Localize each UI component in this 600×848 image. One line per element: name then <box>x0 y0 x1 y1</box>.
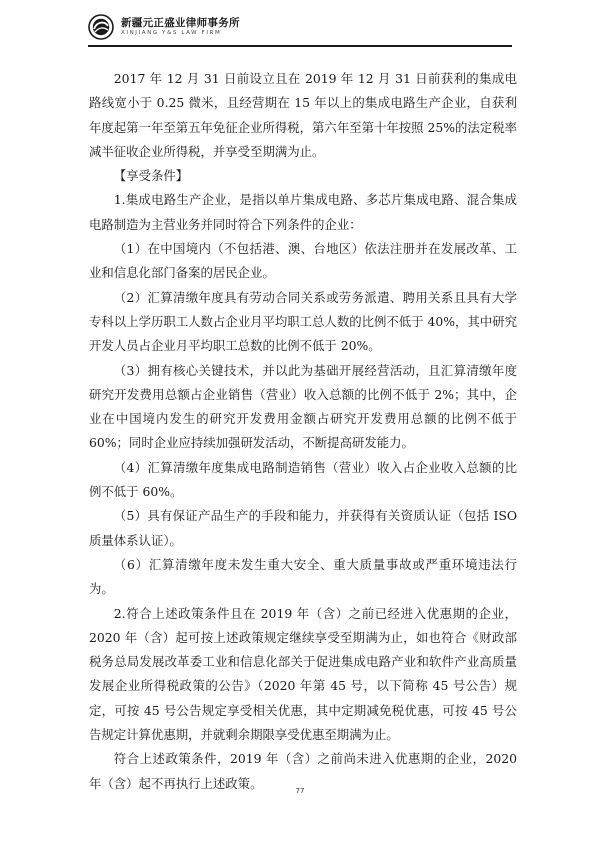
document-body <box>89 67 517 796</box>
paragraph-condition-2: 2.符合上述政策条件且在 2019 年（含）之前已经进入优惠期的企业，2020 年（含）起可按上述政策规定继续享受至期满为止，如也符合《财政部税务总局发展改革委工业和信息化部关于促进集成电路产业和软件产业高质量发展企业所得税政策的公告》（2020 年第 45 号，以下简称 45 号公告）规定，可按 45 号公告规定享受相关优惠，其中定期减免税优惠，可按 45 号公告规定计算优惠期，并就剩余期限享受优惠至期满为止。 <box>89 605 517 743</box>
header-divider <box>88 45 512 47</box>
firm-logo-icon <box>88 14 114 40</box>
paragraph-intro: 2017 年 12 月 31 日前设立且在 2019 年 12 月 31 日前获利的集成电路线宽小于 0.25 微米，且经营期在 15 年以上的集成电路生产企业，自获利年度起第一年至第五年免征企业所得税，第六年至第十年按照 25%的法定税率减半征收企业所得税，并享受至期满为止。 <box>89 71 517 159</box>
firm-name-en: XINJIANG Y&S LAW FIRM <box>121 29 222 36</box>
paragraph-item-3: （3）拥有核心关键技术，并以此为基础开展经营活动，且汇算清缴年度研究开发费用总额占企业销售（营业）收入总额的比例不低于 2%；其中，企业在中国境内发生的研究开发费用金额占研究开发费用总额的比例不低于 60%；同时企业应持续加强研发活动，不断提高研发能力。 <box>89 362 517 451</box>
section-heading-conditions: 【享受条件】 <box>113 168 189 184</box>
paragraph-closing: 符合上述政策条件，2019 年（含）之前尚未进入优惠期的企业，2020 年（含）起不再执行上述政策。 <box>89 751 517 791</box>
firm-name-cn: 新疆元正盛业律师事务所 <box>121 17 240 29</box>
page-number: 77 <box>295 787 305 795</box>
paragraph-item-5: （5）具有保证产品生产的手段和能力，并获得有关资质认证（包括 ISO 质量体系认证）。 <box>89 508 517 548</box>
paragraph-condition-1: 1.集成电路生产企业，是指以单片集成电路、多芯片集成电路、混合集成电路制造为主营业务并同时符合下列条件的企业： <box>89 192 517 232</box>
paragraph-item-4: （4）汇算清缴年度集成电路制造销售（营业）收入占企业收入总额的比例不低于 60%。 <box>89 459 517 500</box>
paragraph-item-1: （1）在中国境内（不包括港、澳、台地区）依法注册并在发展改革、工业和信息化部门备案的居民企业。 <box>89 241 517 281</box>
paragraph-item-6: （6）汇算清缴年度未发生重大安全、重大质量事故或严重环境违法行为。 <box>89 556 517 597</box>
page-header <box>88 14 240 40</box>
paragraph-item-2: （2）汇算清缴年度具有劳动合同关系或劳务派遣、聘用关系且具有大学专科以上学历职工人数占企业月平均职工总人数的比例不低于 40%，其中研究开发人员占企业月平均职工总数的比例不低于 20%。 <box>89 289 517 354</box>
